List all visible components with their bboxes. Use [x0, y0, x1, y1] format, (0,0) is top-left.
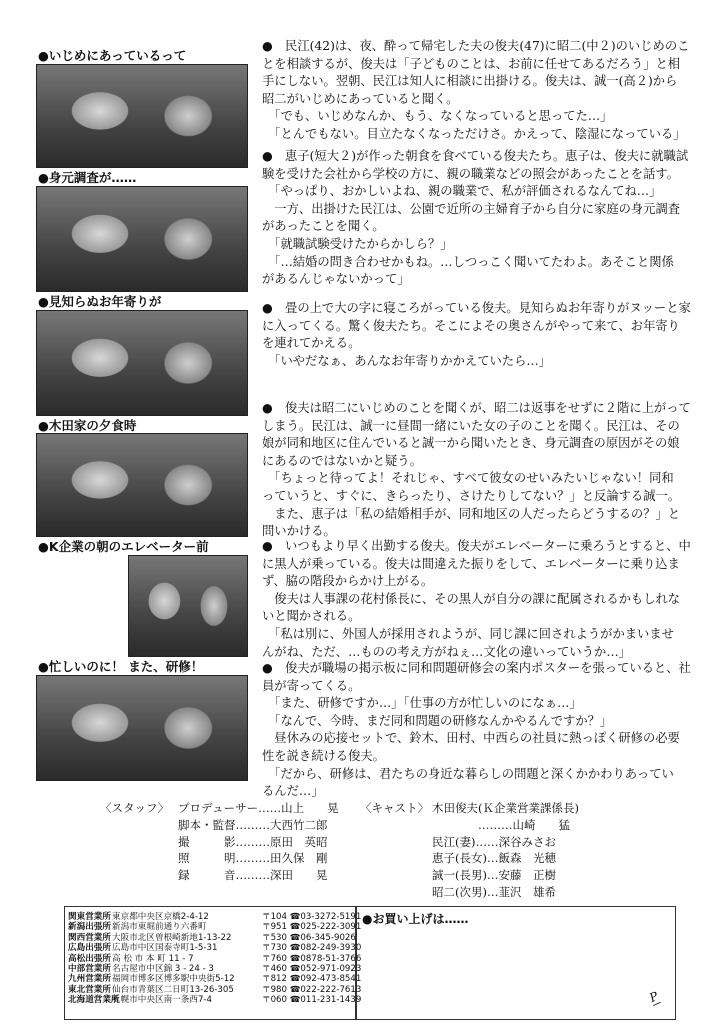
staff-row: 照 明………田久保 剛: [178, 851, 328, 866]
scene-photo-2: [36, 186, 248, 292]
office-name: 広島出張所: [68, 943, 111, 954]
scene-label-1: ●いじめにあっているって: [38, 48, 187, 63]
office-row: [68, 912, 362, 922]
office-tel: 〒730 ☎082-249-3930: [262, 943, 362, 954]
office-address: 大阪市北区曽根崎新地1-13-22: [112, 932, 232, 943]
staff-row: 脚本・監督………大西竹二郎: [178, 817, 328, 832]
text-line: 昭二がいじめにあっていると聞く。: [262, 91, 459, 106]
staff-row: プロデューサー……山上 晃: [178, 801, 339, 815]
cast-list: [432, 800, 579, 901]
office-tel: 〒104 ☎03-3272-5191: [262, 912, 362, 922]
text-line: んがね、ただ、…ものの考え方がねぇ…文化の違いっていうか…」: [262, 644, 631, 659]
office-address: 福岡市博多区博多駅中央街5-12: [112, 974, 235, 985]
text-line: 問いかける。: [262, 524, 336, 539]
office-name: 九州営業所: [68, 974, 111, 985]
office-row: [68, 922, 362, 933]
office-tel: 〒812 ☎092-473-8541: [262, 974, 362, 985]
office-tel: 〒460 ☎052-971-0923: [262, 964, 362, 975]
text-line: 俊夫は人事課の花村係長に、その黒人が自分の課に配属されるかもしれな: [262, 591, 681, 606]
office-name: 新潟出張所: [68, 922, 111, 933]
cast-row: 民江(妻)……深谷みさお: [432, 834, 556, 849]
text-line: 「いやだなぁ、あんなお年寄りかかえていたら…」: [262, 353, 551, 368]
scene-photo-6: [36, 675, 248, 781]
office-tel: 〒060 ☎011-231-1439: [262, 995, 362, 1006]
purchase-note: ●お買い上げは……: [362, 912, 469, 926]
cast-row: 恵子(長女)…飯森 光穂: [432, 851, 556, 866]
office-tel: 〒760 ☎0878-51-3766: [262, 953, 362, 964]
text-line: にあるのではないかと疑う。: [262, 453, 422, 468]
text-line: 「また、研修ですか…」「仕事の方が忙しいのになぁ…」: [262, 696, 582, 711]
text-line: しまう。民江は、誠一に昼間一緒にいた女の子のことを聞く。民江は、その: [262, 418, 680, 433]
text-line: とを相談するが、俊夫は「子どものことは、お前に任せてあるだろう」と相: [262, 56, 681, 71]
scene-label-4: ●木田家の夕食時: [38, 418, 137, 433]
office-tel: 〒951 ☎025-222-3091: [262, 922, 362, 933]
office-name: 関東営業所: [68, 912, 111, 922]
cast-row: 木田俊夫(Ｋ企業営業課係長): [432, 801, 579, 815]
text-line: ● 恵子(短大２)が作った朝食を食べている俊夫たち。恵子は、俊夫に就職試: [262, 149, 689, 163]
office-row: [68, 953, 362, 964]
text-line: 性を説き続ける俊夫。: [262, 748, 385, 763]
office-row: [68, 933, 358, 943]
text-line: 「なんで、今時、まだ同和問題の研修なんかやるんですか？」: [262, 713, 613, 728]
text-line: 「私は別に、外国人が採用されようが、同じ課に回されようがかまいませ: [262, 626, 674, 641]
scene-label-5: ●K企業の朝のエレベーター前: [38, 539, 209, 554]
synopsis-paragraph-5: [262, 538, 691, 661]
text-line: また、恵子は「私の結婚相手が、同和地区の人だったらどうするの？」と: [262, 506, 681, 521]
text-line: 験を受けた会社から学校の方に、親の職業などの照会があったことを話す。: [262, 166, 679, 181]
scene-label-6: ●忙しいのに！ また、研修！: [38, 659, 204, 674]
synopsis-paragraph-3: [262, 300, 691, 370]
scene-label-2: ●身元調査が……: [38, 170, 137, 185]
text-line: ず、脇の階段からかけ上がる。: [262, 574, 434, 589]
office-row: [68, 984, 362, 995]
text-line: 「ちょっと待ってよ！それじゃ、すべて彼女のせいみたいじゃない！同和: [262, 471, 674, 486]
scene-photo-1: [36, 64, 248, 168]
text-line: いと聞かされる。: [262, 609, 361, 624]
text-line: があったことを聞く。: [262, 219, 385, 234]
corner-mark: P: [647, 988, 661, 1006]
office-row: [68, 943, 362, 954]
office-name: 東北営業所: [68, 984, 111, 995]
text-line: ● 俊夫が職場の掲示板に同和問題研修会の案内ポスターを張っていると、社: [262, 661, 691, 675]
office-name: 高松出張所: [68, 953, 111, 964]
office-address: 札幌市中央区南一条西7-4: [112, 995, 212, 1006]
scene-photo-4: [36, 433, 248, 537]
text-line: 「就職試験受けたからかしら？」: [262, 236, 453, 251]
text-line: 「とんでもない。目立たなくなっただけさ。かえって、陰湿になっている」: [262, 126, 686, 141]
text-line: っていうと、すぐに、きらったり、さけたりしてない？」と反論する誠一。: [262, 488, 681, 503]
office-address: 新潟市東堀前通り六番町: [112, 922, 207, 933]
text-line: を連れてかえる。: [262, 336, 361, 351]
office-row: [68, 995, 362, 1006]
cast-row: ………山崎 猛: [432, 817, 570, 832]
text-line: 員が寄ってくる。: [262, 678, 361, 693]
synopsis-paragraph-1: [262, 38, 690, 144]
synopsis-paragraph-6: [262, 660, 691, 801]
text-line: ● 畳の上で大の字に寝ころがっている俊夫。見知らぬお年寄りがヌッーと家: [262, 301, 691, 315]
text-line: ● 俊夫は昭二にいじめのことを聞くが、昭二は返事をせずに２階に上がって: [262, 401, 691, 415]
scene-label-3: ●見知らぬお年寄りが: [38, 294, 162, 309]
office-name: 北海道営業所: [68, 995, 120, 1006]
cast-row: 誠一(長男)…安藤 正樹: [432, 868, 556, 883]
office-tel: 〒530 ☎06-345-9026: [262, 932, 356, 943]
text-line: ● いつもより早く出勤する俊夫。俊夫がエレベーターに乗ろうとすると、中: [262, 539, 691, 553]
cast-heading: 〈キャスト〉: [360, 801, 429, 815]
office-name: 関西営業所: [68, 932, 111, 943]
text-line: 手にしない。翌朝、民江は知人に相談に出掛ける。俊夫は、誠一(高２)から: [262, 74, 678, 89]
text-line: 「でも、いじめなんか、もう、なくなっていると思ってた…」: [262, 109, 613, 124]
text-line: 「だから、研修は、君たちの身近な暮らしの問題と深くかかわりあってい: [262, 766, 674, 781]
staff-list: [178, 800, 339, 884]
office-row: [68, 974, 362, 985]
office-address: 東京都中央区京橋2-4-12: [112, 912, 209, 922]
office-row: [68, 964, 362, 975]
office-tel: 〒980 ☎022-222-7613: [262, 984, 362, 995]
staff-row: 録 音………深田 晃: [178, 868, 328, 883]
text-line: に黒人が乗っている。俊夫は間違えた振りをして、エレベーターに乗り込ま: [262, 556, 680, 571]
staff-heading: 〈スタッフ〉: [100, 801, 169, 815]
text-line: 昼休みの応接セットで、鈴木、田村、中西らの社員に熱っぽく研修の必要: [262, 731, 680, 746]
text-line: 一方、出掛けた民江は、公園で近所の主婦育子から自分に家庭の身元調査: [262, 201, 681, 216]
text-line: 娘が同和地区に住んでいると誠一から聞いたとき、身元調査の原因がその娘: [262, 436, 680, 451]
scene-photo-3: [36, 310, 248, 416]
text-line: があるんじゃないかって」: [262, 272, 410, 287]
scene-photo-5: [128, 555, 248, 657]
office-address: 高 松 市 本 町 11 - 7: [112, 953, 194, 964]
text-line: 「やっぱり、おかしいよね、親の職業で、私が評価されるなんてね…」: [262, 184, 662, 199]
staff-row: 撮 影………原田 英昭: [178, 834, 328, 849]
text-line: るんだ…」: [262, 784, 324, 799]
synopsis-paragraph-4: [262, 400, 691, 541]
sales-office-list: [68, 912, 362, 1006]
office-address: 広島市中区国泰寺町1-5-31: [112, 943, 218, 954]
cast-row: 昭二(次男)…韮沢 雄希: [432, 884, 556, 899]
office-name: 中部営業所: [68, 964, 111, 975]
synopsis-paragraph-2: [262, 148, 689, 289]
text-line: 「…結婚の問き合わせかもね。…しつっこく聞いてたわよ。あそこと関係: [262, 254, 674, 269]
text-line: ● 民江(42)は、夜、酔って帰宅した夫の俊夫(47)に昭二(中２)のいじめのこ: [262, 39, 690, 53]
office-address: 名古屋市中区錦 3 - 24 - 3: [112, 964, 214, 975]
text-line: に入ってくる。驚く俊夫たち。そこによその奥さんがやって来て、お年寄り: [262, 318, 680, 333]
office-address: 仙台市青葉区二日町13-26-305: [112, 984, 234, 995]
